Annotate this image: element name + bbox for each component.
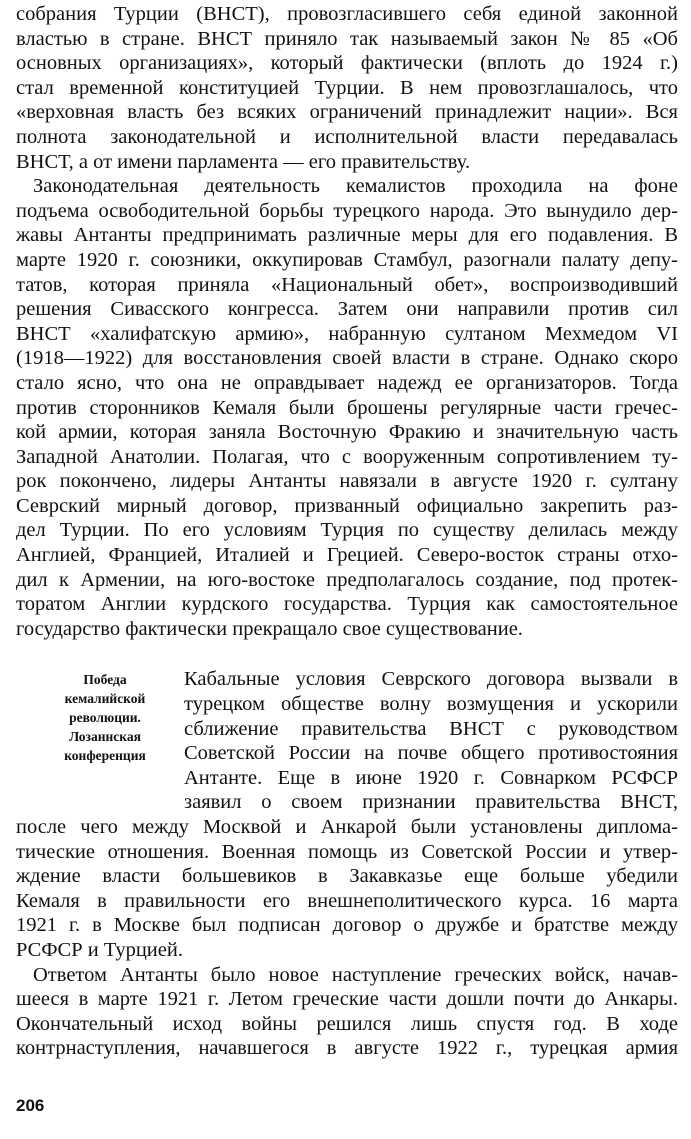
text-line: сближение правительства ВНСТ с руководством xyxy=(184,717,678,740)
text-line: Кемаля в правильности его внешнеполитического курса. 16 марта xyxy=(16,889,678,912)
text-line: Советской России на почве общего противостояния xyxy=(184,742,678,765)
text-line: Севрский мирный договор, призванный официально закрепить раз- xyxy=(16,494,678,517)
text-line: стало ясно, что она не оправдывает надежд ее организаторов. Тогда xyxy=(16,371,678,394)
text-line: (1918—1922) для восстановления своей власти в стране. Однако скоро xyxy=(16,347,678,370)
text-line: торатом Англии курдского государства. Турция как самостоятельное xyxy=(16,593,678,616)
text-line: турецком обществе волну возмущения и ускорили xyxy=(184,693,678,716)
text-line: рок покончено, лидеры Антанты навязали в августе 1920 г. султану xyxy=(16,470,678,493)
text-line: Окончательный исход войны решился лишь спустя год. В ходе xyxy=(16,1012,678,1035)
text-line: против сторонников Кемаля были брошены регулярные части гречес- xyxy=(16,396,678,419)
text-line: марте 1920 г. союзники, оккупировав Стамбул, разогнали палату депу- xyxy=(16,248,678,271)
text-line: кой армии, которая заняла Восточную Фракию и значительную часть xyxy=(16,421,678,444)
text-line: государство фактически прекращало свое существование. xyxy=(16,617,523,640)
book-page xyxy=(16,2,678,1061)
text-line: «верховная власть без всяких ограничений принадлежит нации». Вся xyxy=(16,101,678,124)
paragraph-3-continued xyxy=(16,815,678,963)
text-line: Англией, Францией, Италией и Грецией. Северо-восток страны отхо- xyxy=(16,544,678,567)
paragraph-3-beside-heading xyxy=(184,667,678,815)
margin-heading-line: кемалийской xyxy=(64,691,146,707)
text-line: тические отношения. Военная помощь из Советской России и утвер- xyxy=(16,840,678,863)
text-line: стал временной конституцией Турции. В нем провозглашалось, что xyxy=(16,76,678,99)
text-line: Кабальные условия Севрского договора вызвали в xyxy=(184,668,678,691)
margin-heading-line: конференция xyxy=(64,748,146,764)
text-line: шееся в марте 1921 г. Летом греческие части дошли почти до Анкары. xyxy=(16,988,678,1011)
text-line: татов, которая приняла «Национальный обет», воспроизводивший xyxy=(16,273,678,296)
paragraph-1 xyxy=(16,2,678,174)
section-gap xyxy=(16,641,678,667)
paragraph-4 xyxy=(16,963,678,1061)
text-line: Ответом Антанты было новое наступление греческих войск, начав- xyxy=(33,963,678,986)
text-line: властью в стране. ВНСТ приняло так называемый закон № 85 «Об xyxy=(16,27,678,50)
text-line: решения Сивасского конгресса. Затем они направили против сил xyxy=(16,298,678,321)
text-line: заявил о своем признании правительства ВНСТ, xyxy=(184,791,678,814)
text-line: основных организациях», который фактически (вплоть до 1924 г.) xyxy=(16,52,678,75)
text-line: Антанте. Еще в июне 1920 г. Совнарком РСФСР xyxy=(184,766,678,789)
text-line: РСФСР и Турцией. xyxy=(16,938,183,961)
margin-heading xyxy=(36,670,174,765)
text-line: Западной Анатолии. Полагая, что с вооруженным сопротивлением ту- xyxy=(16,445,678,468)
text-line: Законодательная деятельность кемалистов проходила на фоне xyxy=(33,175,678,198)
text-line: контрнаступления, начавшегося в августе 1922 г., турецкая армия xyxy=(16,1037,678,1060)
text-line: ВНСТ «халифатскую армию», набранную султаном Мехмедом VI xyxy=(16,322,678,345)
text-line: ждение власти большевиков в Закавказье еще больше убедили xyxy=(16,865,678,888)
section-with-margin-heading xyxy=(16,667,678,815)
text-line: жавы Антанты предпринимать различные меры для его подавления. В xyxy=(16,224,678,247)
margin-heading-line: Победа xyxy=(83,672,127,688)
page-number: 206 xyxy=(16,1096,45,1115)
margin-heading-line: Лозаннская xyxy=(69,729,141,745)
text-line: дел Турции. По его условиям Турция по существу делилась между xyxy=(16,519,678,542)
paragraph-2 xyxy=(16,174,678,641)
text-line: полнота законодательной и исполнительной власти передавалась xyxy=(16,125,678,148)
text-line: 1921 г. в Москве был подписан договор о дружбе и братстве между xyxy=(16,914,678,937)
text-line: ВНСТ, а от имени парламента — его правительству. xyxy=(16,150,471,173)
text-line: дил к Армении, на юго-востоке предполагалось создание, под протек- xyxy=(16,568,678,591)
text-line: после чего между Москвой и Анкарой были установлены диплома- xyxy=(16,816,678,838)
margin-heading-line: революции. xyxy=(69,710,141,726)
text-line: подъема освободительной борьбы турецкого народа. Это вынудило дер- xyxy=(16,199,678,222)
text-line: собрания Турции (ВНСТ), провозгласившего себя единой законной xyxy=(16,3,678,25)
